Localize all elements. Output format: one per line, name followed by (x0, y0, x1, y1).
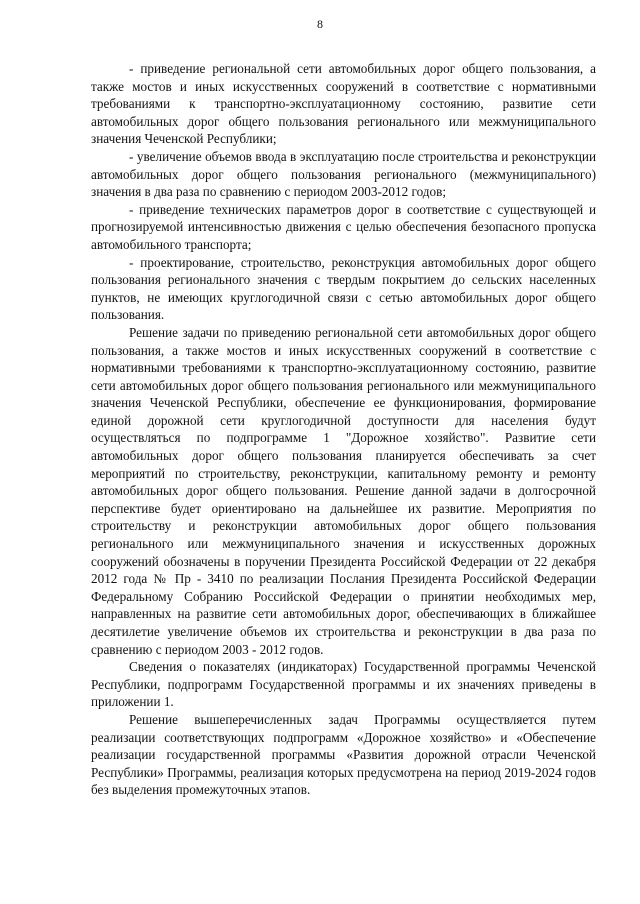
paragraph-subprograms: Решение вышеперечисленных задач Программы осуществляется путем реализации соответствующих подпрограмм «Дорожное хозяйство» и «Обеспечение реализации государственной программы «Развития дорожной отрасли Чеченской Республики» Программы, реализация которых предусмотрена на период 2019-2024 годов без выделения промежуточных этапов. (91, 711, 596, 798)
page-number: 8 (317, 17, 323, 31)
document-body (91, 60, 596, 799)
paragraph-goal-commissioning: - увеличение объемов ввода в эксплуатацию после строительства и реконструкции автомобильных дорог общего пользования регионального (межмуниципального) значения в два раза по сравнению с периодом 2003-2012 годов; (91, 148, 596, 200)
paragraph-goal-rural-roads: - проектирование, строительство, реконструкция автомобильных дорог общего пользования регионального значения с твердым покрытием до сельских населенных пунктов, не имеющих круглогодичной связи с сетью автомобильных дорог общего пользования. (91, 254, 596, 323)
paragraph-goal-technical-parameters: - приведение технических параметров дорог в соответствие с существующей и прогнозируемой интенсивностью движения с целью обеспечения безопасного пропуска автомобильного транспорта; (91, 201, 596, 252)
paragraph-task-solution: Решение задачи по приведению региональной сети автомобильных дорог общего пользования, а также мостов и иных искусственных сооружений в соответствие с нормативными требованиями к транспортно-эксплуатационному состоянию, развитие сети автомобильных дорог общего пользования регионального или межмуниципального значения Чеченской Республики, обеспечение ее функционирования, формирование единой дорожной сети круглогодичной доступности для населения будут осуществляться по подпрограмме 1 "Дорожное хозяйство". Развитие сети автомобильных дорог общего пользования планируется обеспечивать за счет мероприятий по строительству, реконструкции, капитальному ремонту и ремонту автомобильных дорог общего пользования. Решение данной задачи в долгосрочной перспективе будет ориентировано на дальнейшее их развитие. Мероприятия по строительству и реконструкции автомобильных дорог общего пользования регионального или межмуниципального значения и искусственных дорожных сооружений обозначены в поручении Президента Российской Федерации от 22 декабря 2012 года № Пр - 3410 по реализации Послания Президента Российской Федерации Федеральному Собранию Российской Федерации о принятии необходимых мер, направленных на развитие сети автомобильных дорог, обеспечивающих в ближайшее десятилетие увеличение объемов их строительства и реконструкции в два раза по сравнению с периодом 2003 - 2012 годов. (91, 324, 596, 657)
paragraph-goal-road-network: - приведение региональной сети автомобильных дорог общего пользования, а также мостов и иных искусственных сооружений в соответствие с нормативными требованиями к транспортно-эксплуатационному состоянию, развитие сети автомобильных дорог общего пользования регионального или межмуниципального значения Чеченской Республики; (91, 61, 596, 147)
paragraph-indicators: Сведения о показателях (индикаторах) Государственной программы Чеченской Республики, подпрограмм Государственной программы и их значениях приведены в приложении 1. (91, 659, 596, 710)
